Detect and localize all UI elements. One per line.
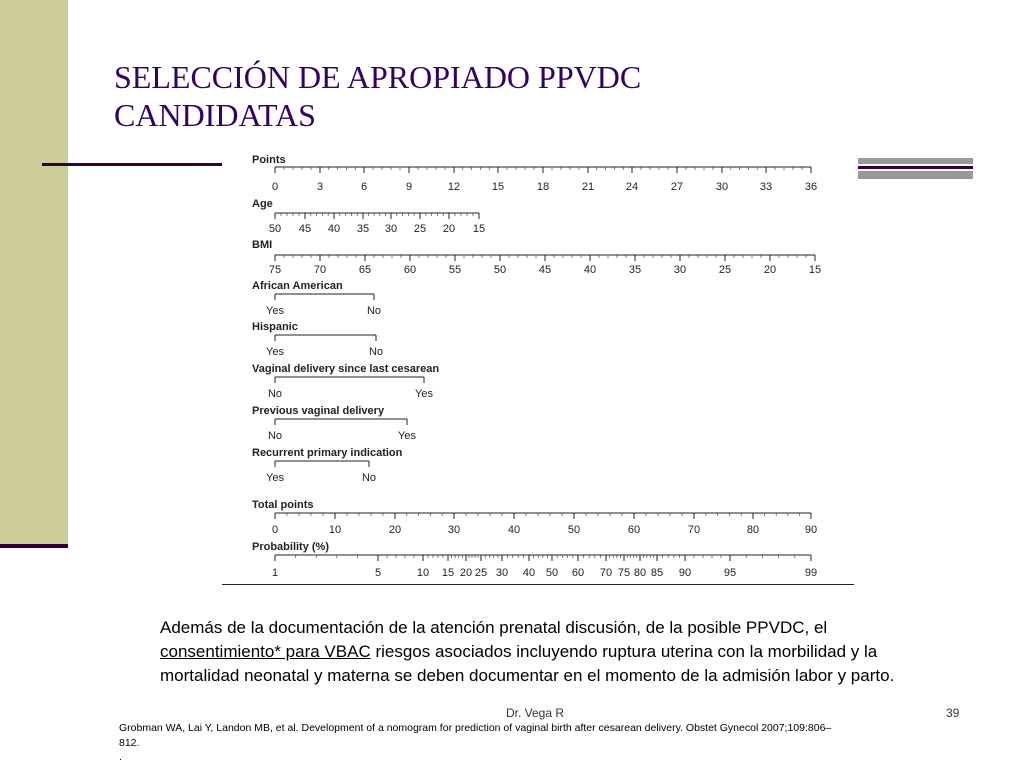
nomogram-tick-label: No [368,346,384,358]
nomogram-tick-label: 25 [474,567,488,579]
nomogram-tick-label: 0 [271,524,279,536]
nomogram-tick-label: Yes [266,346,284,358]
title-rule-left [42,163,222,166]
slide-title: SELECCIÓN DE APROPIADO PPVDC CANDIDATAS [114,59,642,133]
nomogram-tick-label: 55 [448,264,462,276]
nomogram-label-african-american: African American [252,280,343,292]
nomogram-tick-label: 30 [384,223,398,235]
nomogram-bottom-border [222,584,854,585]
nomogram-label-previous-vaginal-delivery: Previous vaginal delivery [252,405,385,417]
nomogram-tick-label: 20 [388,524,402,536]
nomogram-label-probability: Probability (%) [252,541,330,553]
nomogram-tick-label: 36 [804,181,818,193]
nomogram-label-recurrent-primary-indication: Recurrent primary indication [252,447,403,459]
nomogram-tick-label: No [267,388,283,400]
nomogram-label-points: Points [252,154,286,166]
title-rule-right-dark [858,166,973,169]
nomogram-label-hispanic: Hispanic [252,321,298,333]
nomogram-tick-label: 0 [271,181,279,193]
nomogram-tick-label: 5 [374,567,382,579]
nomogram-tick-label: 40 [583,264,597,276]
nomogram-tick-label: 75 [617,567,631,579]
nomogram-label-total-points: Total points [252,499,314,511]
sidebar-band [0,0,68,548]
nomogram-tick-label: 15 [441,567,455,579]
body-text-part2: riesgos asociados incluyendo ruptura uterina con la morbilidad y la mortalidad neonatal y materna se deben documentar en el momento de la admisión labor y parto. [160,642,895,685]
nomogram-tick-label: 10 [328,524,342,536]
nomogram-tick-label: 50 [268,223,282,235]
title-rule-right-gray-bottom [858,171,973,179]
nomogram-tick-label: Yes [266,305,284,317]
nomogram-tick-label: 25 [413,223,427,235]
nomogram-tick-label: 80 [746,524,760,536]
nomogram-tick-label: 27 [670,181,684,193]
nomogram-tick-label: 15 [472,223,486,235]
nomogram-tick-label: 40 [327,223,341,235]
nomogram-tick-label: 90 [804,524,818,536]
nomogram-tick-label: 1 [271,567,279,579]
nomogram-tick-label: No [361,472,377,484]
nomogram-tick-label: 35 [356,223,370,235]
nomogram-tick-label: 20 [459,567,473,579]
nomogram-label-bmi: BMI [252,239,273,251]
nomogram-tick-label: 90 [678,567,692,579]
reference-dot: . [119,751,122,763]
nomogram-tick-label: 30 [495,567,509,579]
nomogram-tick-label: 15 [491,181,505,193]
nomogram-tick-label: 3 [316,181,324,193]
nomogram-tick-label: 20 [763,264,777,276]
footer-author: Dr. Vega R [506,706,565,720]
title-rule-right-gray-top [858,158,973,164]
nomogram-tick-label: 60 [403,264,417,276]
nomogram-tick-label: 60 [627,524,641,536]
consent-link[interactable]: consentimiento* para VBAC [160,642,371,661]
nomogram-tick-label: No [366,305,382,317]
nomogram-tick-label: 30 [715,181,729,193]
nomogram-tick-label: 45 [538,264,552,276]
nomogram-tick-label: 6 [360,181,368,193]
nomogram-tick-label: 30 [673,264,687,276]
nomogram-tick-label: 50 [545,567,559,579]
nomogram-tick-label: 65 [358,264,372,276]
nomogram-tick-label: 10 [416,567,430,579]
nomogram-tick-label: 50 [493,264,507,276]
slide-body-text [160,616,940,688]
nomogram-tick-label: 85 [650,567,664,579]
nomogram-svg [222,152,858,586]
nomogram-tick-label: 70 [687,524,701,536]
page-number: 39 [946,706,960,720]
nomogram-tick-label: 12 [447,181,461,193]
nomogram-label-age: Age [252,198,273,210]
nomogram-tick-label: 70 [599,567,613,579]
nomogram-tick-label: 20 [442,223,456,235]
sidebar-accent-line [0,544,68,548]
nomogram-tick-label: 95 [723,567,737,579]
nomogram-tick-label: 33 [759,181,773,193]
nomogram-tick-label: 24 [625,181,639,193]
nomogram-tick-label: Yes [398,430,416,442]
nomogram-tick-label: 70 [313,264,327,276]
nomogram-label-vaginal-delivery-since-last-cesarean: Vaginal delivery since last cesarean [252,363,440,375]
nomogram-tick-label: 80 [633,567,647,579]
nomogram-tick-label: 75 [268,264,282,276]
nomogram-tick-label: 60 [571,567,585,579]
nomogram-tick-label: 50 [567,524,581,536]
nomogram-tick-label: 15 [808,264,822,276]
nomogram-tick-label: 25 [718,264,732,276]
body-text-part1: Además de la documentación de la atención prenatal discusión, de la posible PPVDC, el [160,618,828,637]
nomogram-tick-label: 40 [522,567,536,579]
nomogram-tick-label: 35 [628,264,642,276]
nomogram-tick-label: 45 [298,223,312,235]
nomogram-tick-label: 9 [405,181,413,193]
nomogram-tick-label: 99 [804,567,818,579]
nomogram-tick-label: 18 [536,181,550,193]
nomogram-figure [222,152,858,586]
nomogram-tick-label: No [267,430,283,442]
reference-citation: Grobman WA, Lai Y, Landon MB, et al. Development of a nomogram for prediction of vaginal birth after cesarean delivery. Obstet Gynecol 2007;109:806–812. [119,722,832,749]
nomogram-tick-label: 30 [447,524,461,536]
nomogram-tick-label: Yes [266,472,284,484]
nomogram-tick-label: 21 [581,181,595,193]
nomogram-tick-label: Yes [415,388,433,400]
nomogram-tick-label: 40 [507,524,521,536]
